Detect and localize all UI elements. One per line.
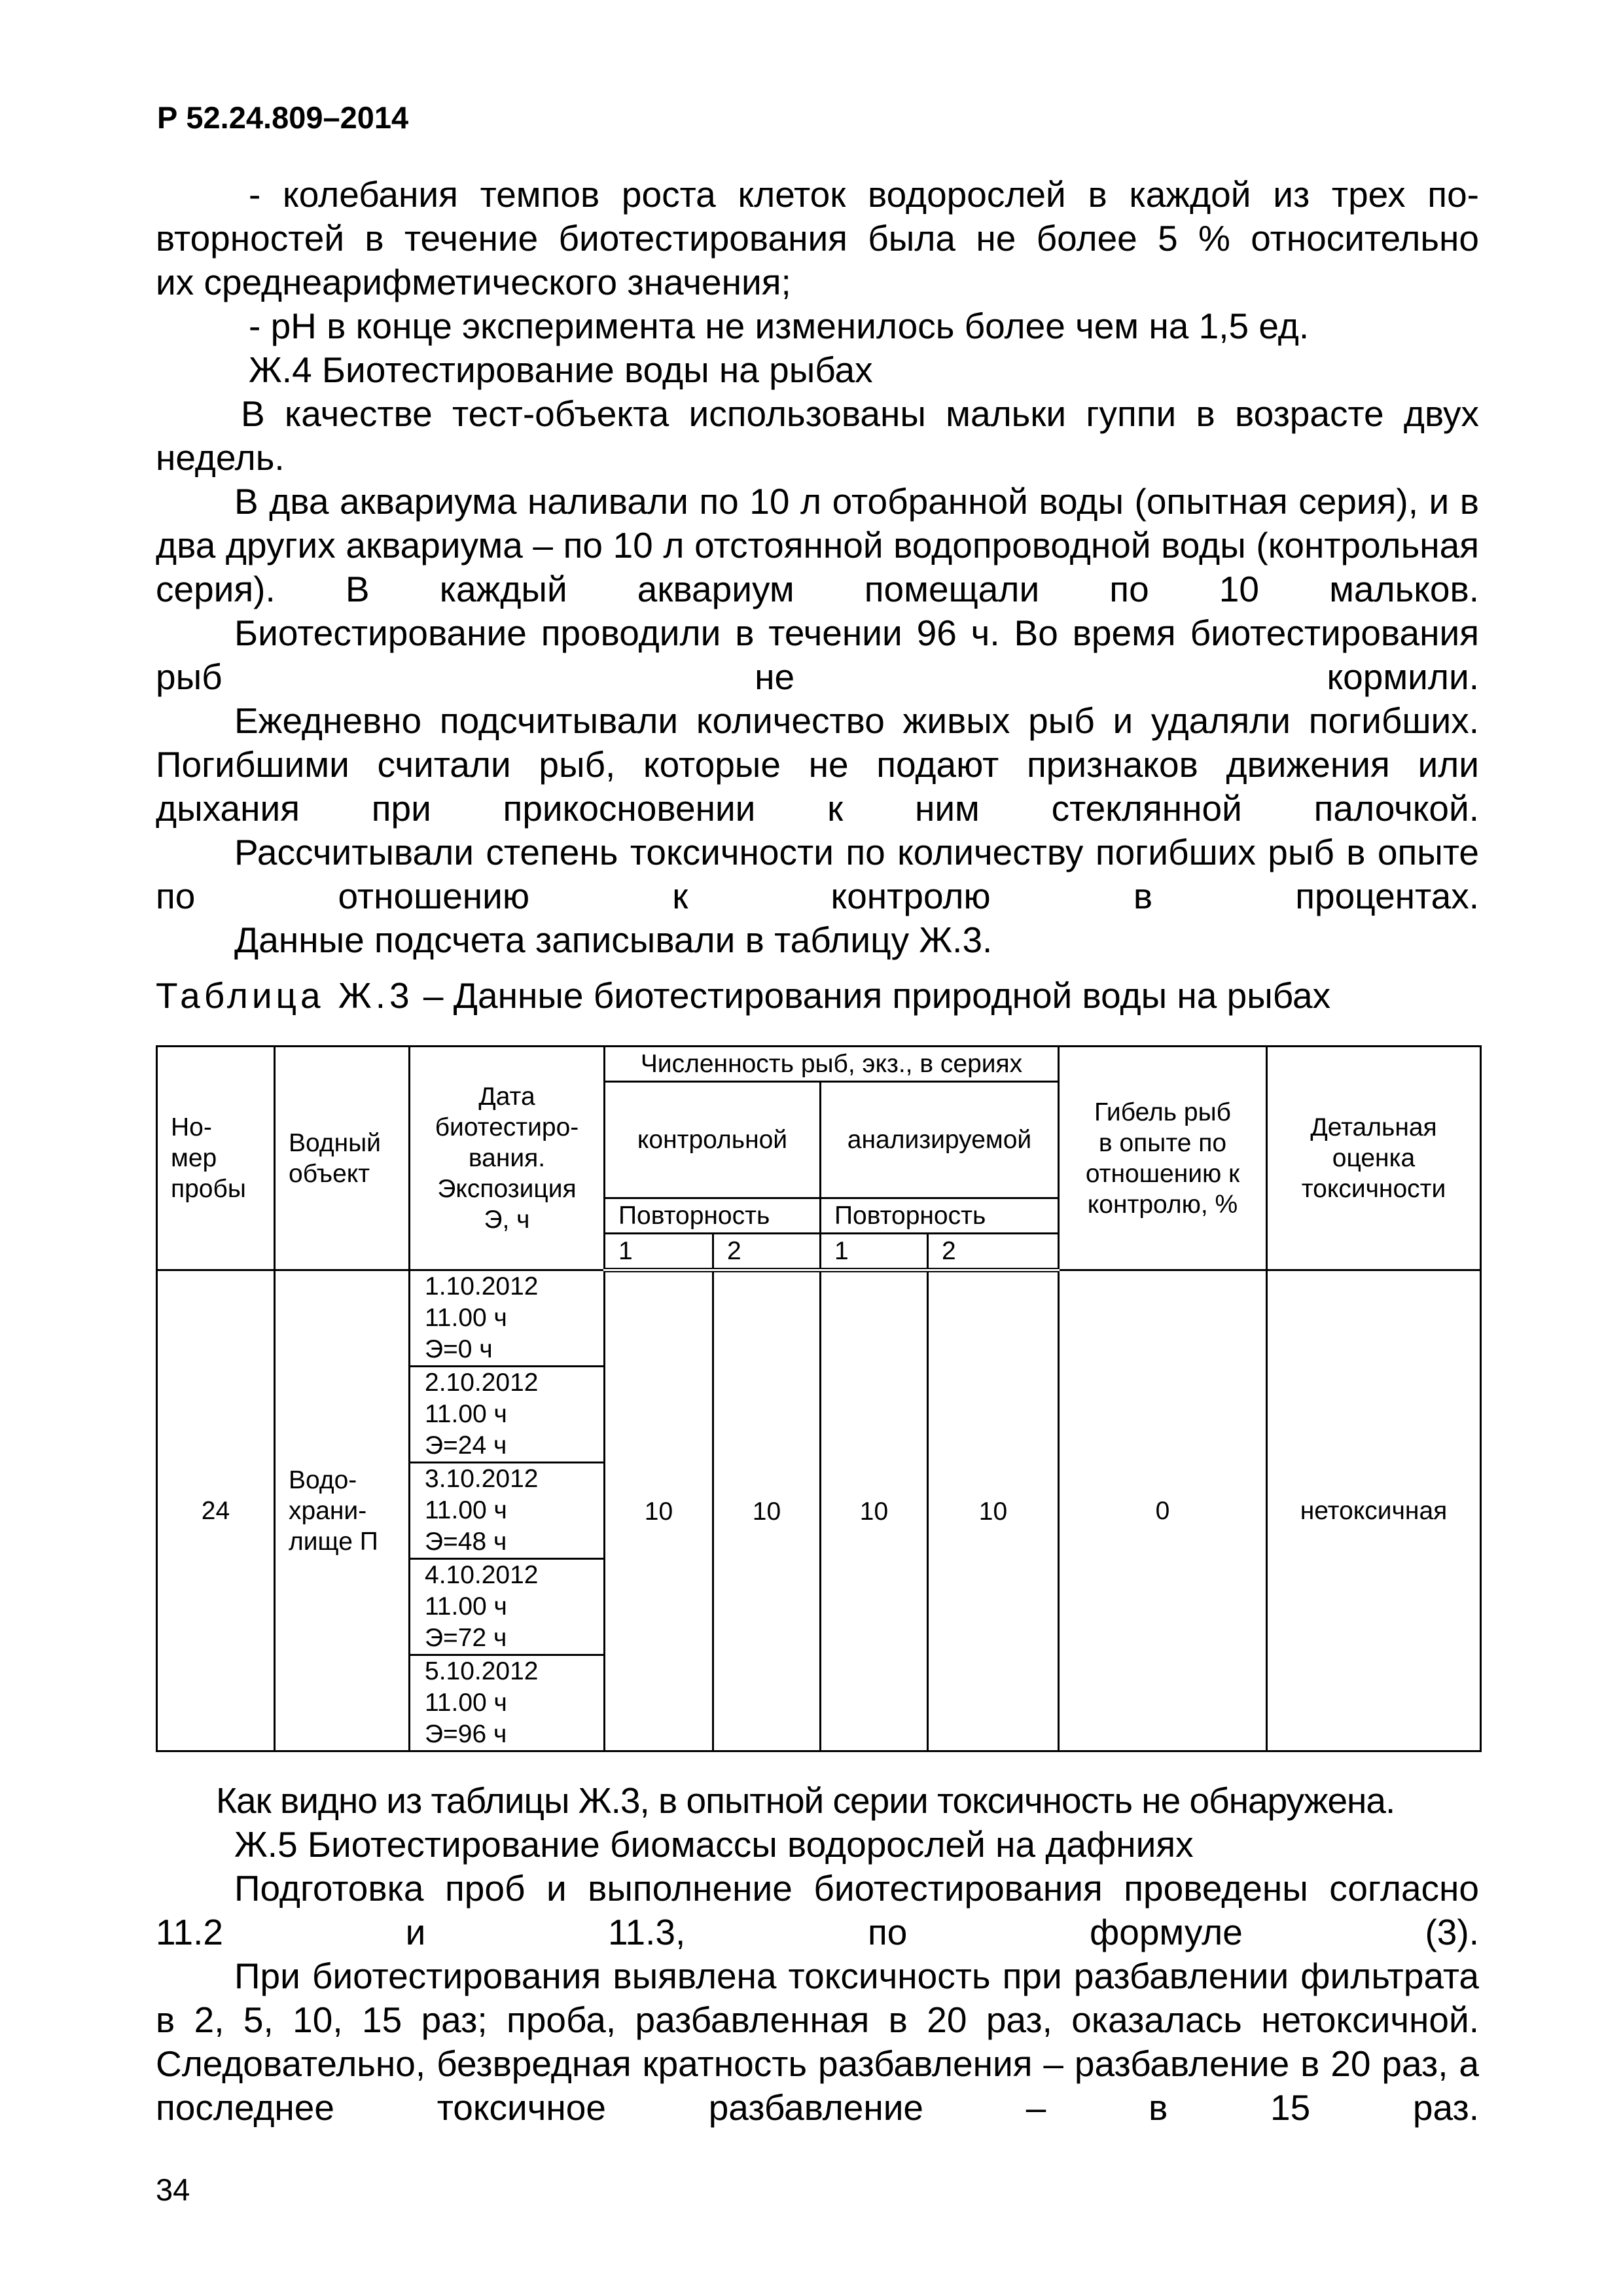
paragraph: Рассчитывали степень токсичности по количеству погибших рыб в опыте по отношению к контролю в процентах.: [156, 832, 1479, 916]
table-caption: [156, 974, 1330, 1018]
page-number: 34: [156, 2172, 190, 2207]
paragraph-line: Как видно из таблицы Ж.3, в опытной серии токсичность не обнаружена.: [216, 1780, 1395, 1821]
paragraph: Ежедневно подсчитывали количество живых рыб и удаляли погибших. Погибшими считали рыб, которые не подают признаков движения или дыхания при прикосновении к ним стеклянной палочкой.: [156, 700, 1479, 829]
paragraph: В два аквариума наливали по 10 л отобранной воды (опытная серия), и в два других аквариума – по 10 л отстоянной водопроводной воды (контрольная серия). В каждый аквариум помещали по 10 мальков.: [156, 481, 1479, 609]
header-sample-no: Но- мер пробы: [157, 1047, 275, 1270]
header-death: Гибель рыб в опыте по отношению к контролю, %: [1059, 1047, 1267, 1270]
header-date: Дата биотестиро- вания. Экспозиция Э, ч: [410, 1047, 605, 1270]
header-fish-count: Численность рыб, экз., в сериях: [605, 1047, 1059, 1082]
header-repeat-2: 2: [928, 1234, 1059, 1270]
paragraph-line: их среднеарифметического значения;: [156, 262, 791, 302]
header-control-series: контрольной: [605, 1082, 821, 1198]
biotest-table: [156, 1045, 1482, 1752]
paragraph: В качестве тест-объекта использованы мальки гуппи в возрасте двух недель.: [156, 393, 1479, 478]
header-analyzed-series: анализируемой: [821, 1082, 1059, 1198]
header-water-body: Водный объект: [275, 1047, 410, 1270]
section-heading: Ж.5 Биотестирование биомассы водорослей на дафниях: [234, 1824, 1194, 1865]
cell-date: 2.10.2012 11.00 ч Э=24 ч: [410, 1367, 605, 1463]
cell-analyzed-1: 10: [821, 1270, 928, 1751]
cell-date: 5.10.2012 11.00 ч Э=96 ч: [410, 1655, 605, 1751]
header-repeat-1: 1: [605, 1234, 713, 1270]
section-heading: Ж.4 Биотестирование воды на рыбах: [249, 350, 873, 390]
cell-assessment: нетоксичная: [1267, 1270, 1481, 1751]
paragraph-line: Данные подсчета записывали в таблицу Ж.3.: [234, 920, 993, 960]
paragraph-line: - рН в конце эксперимента не изменилось более чем на 1,5 ед.: [249, 306, 1310, 346]
header-repeat-analyzed: Повторность: [821, 1198, 1059, 1234]
table-row: [157, 1270, 1481, 1367]
paragraph-line: вторностей в течение биотестирования была не более 5 % относительно: [156, 218, 1479, 259]
header-assessment: Детальная оценка токсичности: [1267, 1047, 1481, 1270]
page-header: Р 52.24.809–2014: [157, 100, 409, 135]
cell-death: 0: [1059, 1270, 1267, 1751]
cell-water-body: Водо- храни- лище П: [275, 1270, 410, 1751]
paragraph: Биотестирование проводили в течении 96 ч. Во время биотестирования рыб не кормили.: [156, 613, 1479, 697]
cell-control-2: 10: [713, 1270, 821, 1751]
paragraph: При биотестирования выявлена токсичность при разбавлении фильтрата в 2, 5, 10, 15 раз; проба, разбавленная в 20 раз, оказалась нетоксичной. Следовательно, безвредная кратность разбавления – разбавление в 20 раз, а последнее токсичное разбавление – в 15 раз.: [156, 1956, 1479, 2128]
paragraph: Подготовка проб и выполнение биотестирования проведены согласно 11.2 и 11.3, по формуле (3).: [156, 1868, 1479, 1952]
cell-date: 1.10.2012 11.00 ч Э=0 ч: [410, 1270, 605, 1367]
cell-sample-no: 24: [157, 1270, 275, 1751]
header-repeat-1: 1: [821, 1234, 928, 1270]
cell-date: 3.10.2012 11.00 ч Э=48 ч: [410, 1463, 605, 1559]
table-caption-label: Таблица Ж.3: [156, 975, 414, 1016]
header-repeat-control: Повторность: [605, 1198, 821, 1234]
table-caption-text: – Данные биотестирования природной воды на рыбах: [413, 975, 1331, 1016]
cell-date: 4.10.2012 11.00 ч Э=72 ч: [410, 1559, 605, 1655]
cell-control-1: 10: [605, 1270, 713, 1751]
header-repeat-2: 2: [713, 1234, 821, 1270]
cell-analyzed-2: 10: [928, 1270, 1059, 1751]
paragraph-line: - колебания темпов роста клеток водорослей в каждой из трех по-: [249, 174, 1479, 215]
